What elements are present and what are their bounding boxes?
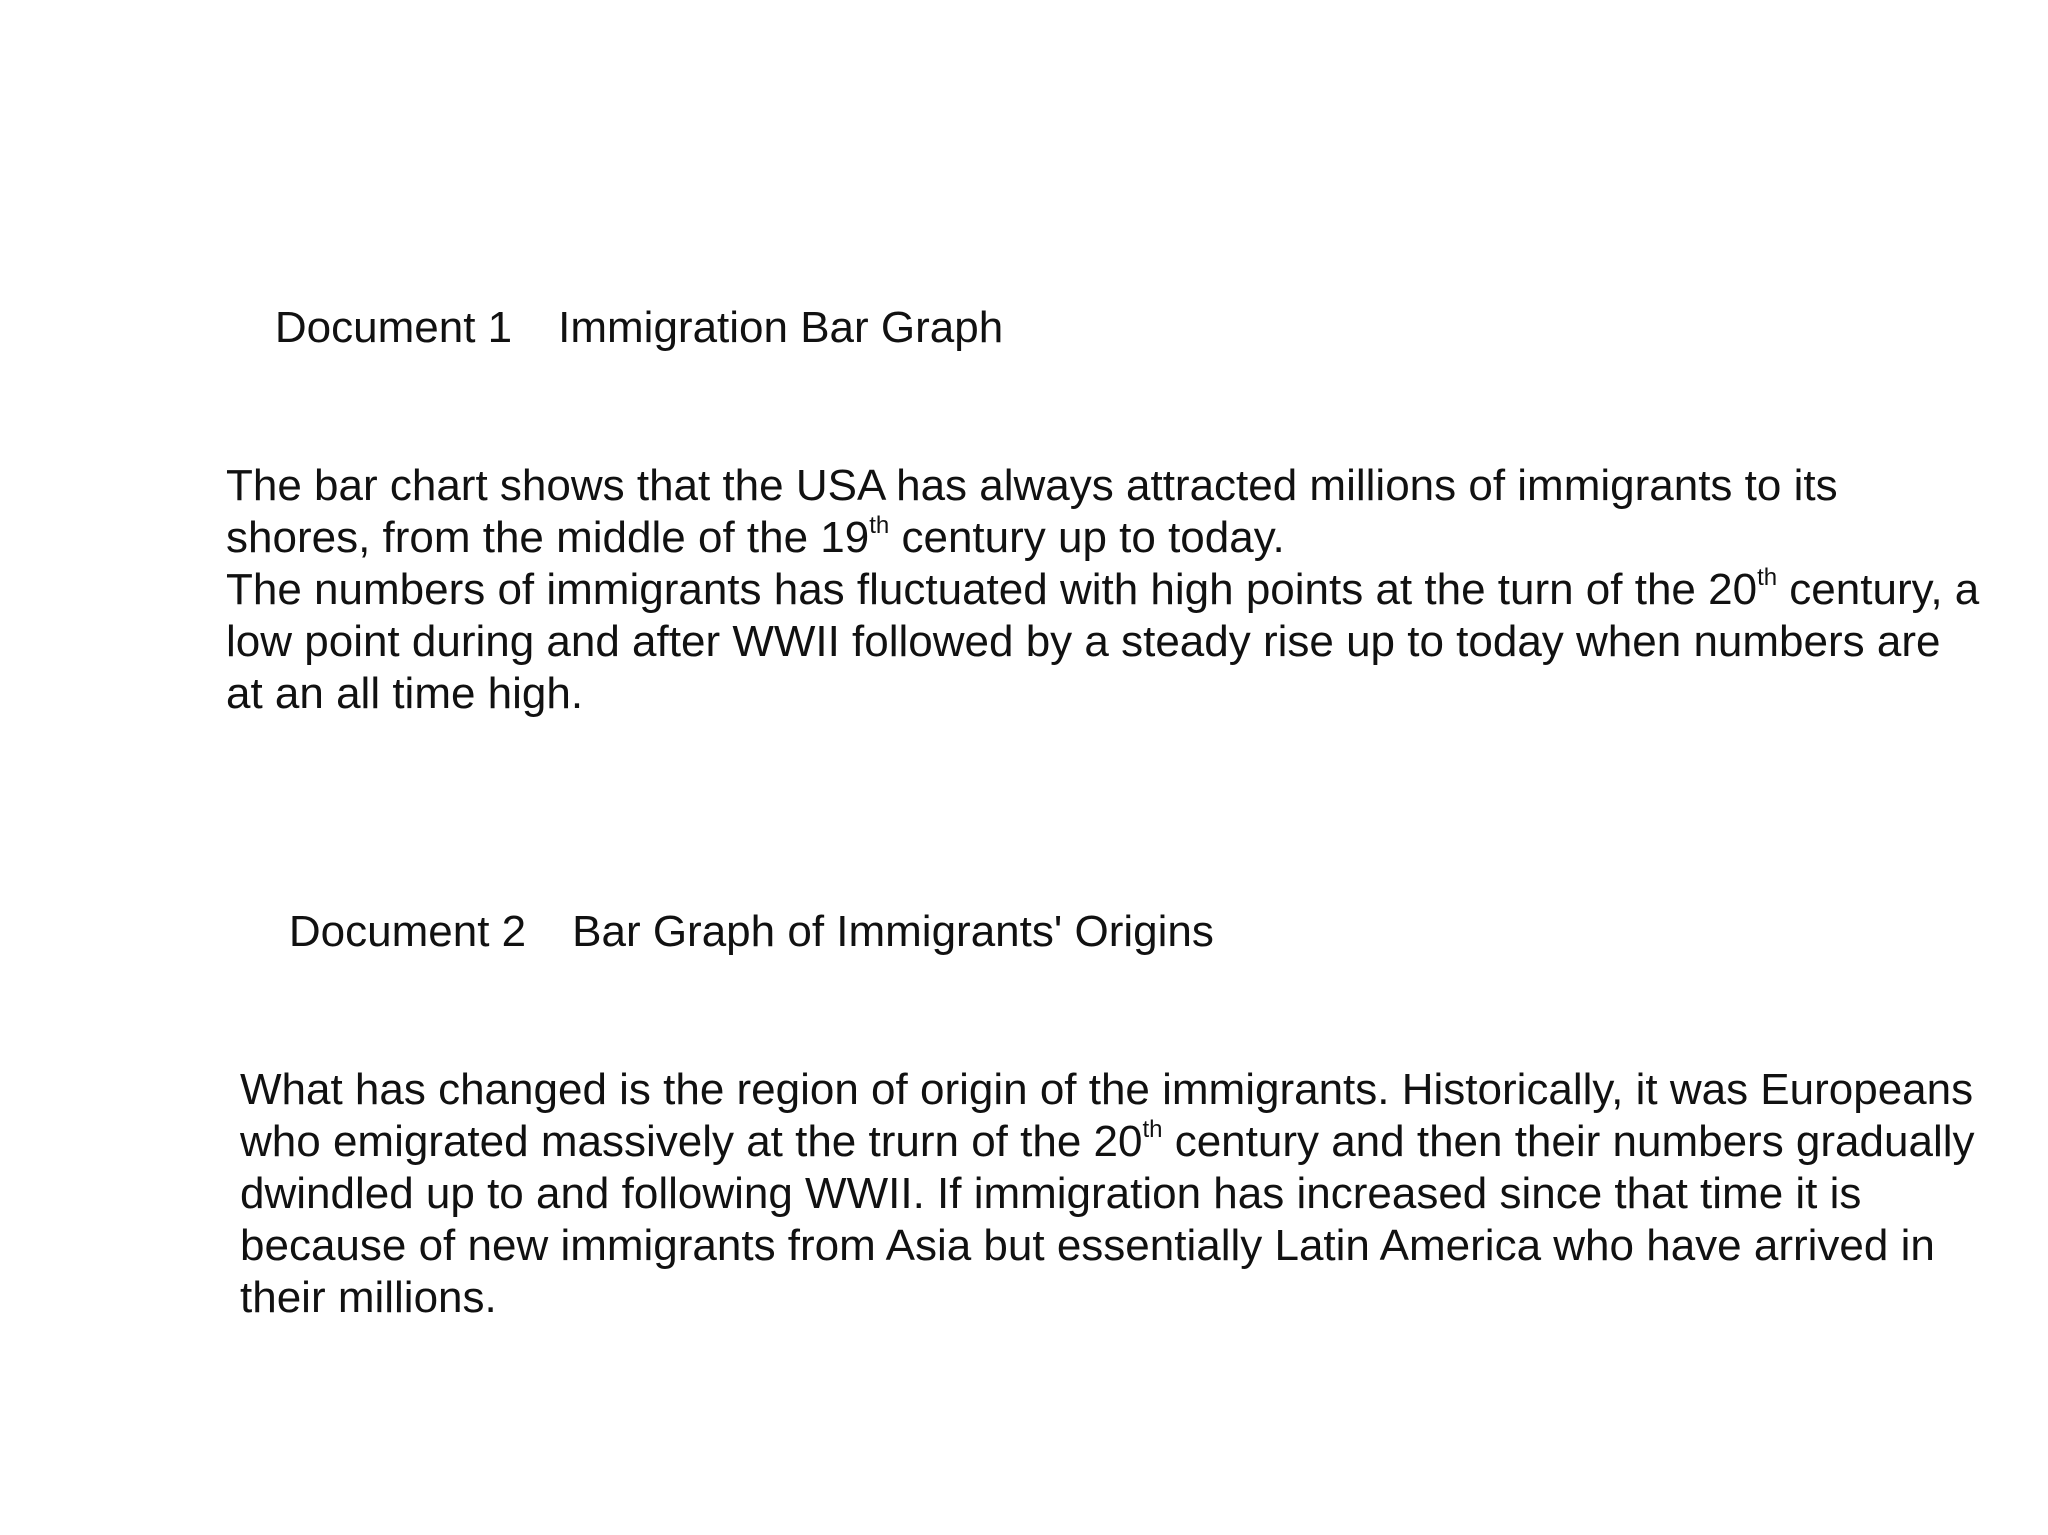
document-1-heading bbox=[226, 244, 1986, 412]
document-1-paragraph-2-superscript: th bbox=[1757, 563, 1778, 591]
document-1-paragraph-1-text-b: century up to today. bbox=[889, 513, 1285, 562]
document-2-label: Document 2 bbox=[288, 907, 527, 956]
document-1-label: Document 1 bbox=[274, 303, 513, 352]
document-2-paragraph-1-text-b: century and then their numbers gradually dwindled up to and following WWII. If immigration has increased since that time it is because of new immigrants from Asia but essentially Latin America who have arrived in their millions. bbox=[240, 1117, 1975, 1322]
document-2-paragraph-1-text-a: What has changed is the region of origin of the immigrants. Historically, it was Europeans who emigrated massively at the trurn of the 20 bbox=[240, 1065, 1974, 1166]
document-2-paragraph-1 bbox=[240, 1064, 2000, 1324]
document-2-section bbox=[240, 848, 2000, 1324]
document-2-paragraph-1-superscript: th bbox=[1142, 1115, 1163, 1143]
document-1-paragraph-1 bbox=[226, 460, 1986, 564]
document-1-paragraph-2 bbox=[226, 564, 1986, 720]
document-1-paragraph-1-text-a: The bar chart shows that the USA has always attracted millions of immigrants to its shores, from the middle of the 19 bbox=[226, 461, 1838, 562]
document-1-title: Immigration Bar Graph bbox=[558, 303, 1004, 352]
document-2-heading bbox=[240, 848, 2000, 1016]
document-1-paragraph-1-superscript: th bbox=[869, 511, 890, 539]
document-1-paragraph-2-text-a: The numbers of immigrants has fluctuated with high points at the turn of the 20 bbox=[226, 565, 1758, 614]
document-2-title: Bar Graph of Immigrants' Origins bbox=[572, 907, 1214, 956]
document-1-paragraph-2-text-b: century, a low point during and after WWII followed by a steady rise up to today when numbers are at an all time high. bbox=[226, 565, 1980, 718]
document-1-section bbox=[226, 244, 1986, 720]
